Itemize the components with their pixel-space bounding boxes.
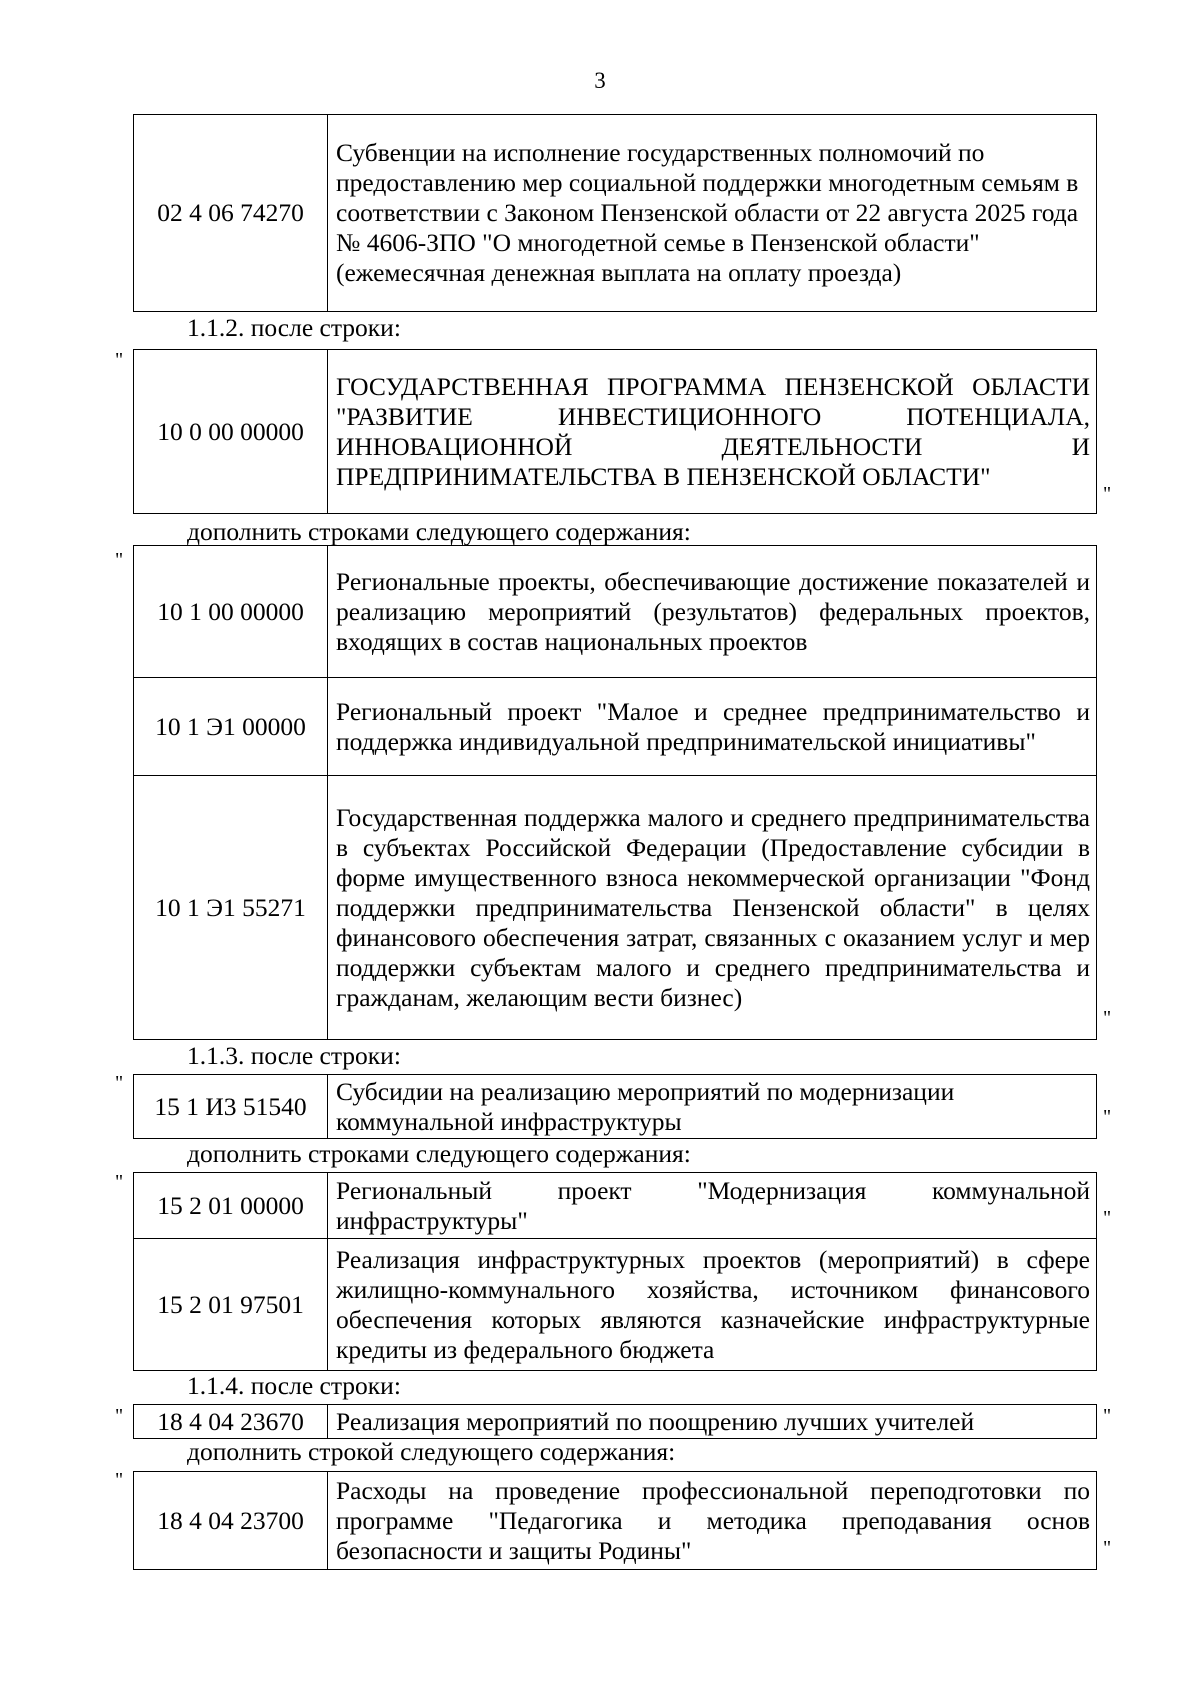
- instruction-line: дополнить строками следующего содержания:: [187, 1139, 691, 1168]
- table-row: [134, 678, 1097, 776]
- table-row: [134, 776, 1097, 1040]
- code-description: Субсидии на реализацию мероприятий по модернизации коммунальной инфраструктуры: [328, 1075, 1097, 1139]
- budget-code: 15 1 И3 51540: [134, 1075, 328, 1139]
- budget-code: 02 4 06 74270: [134, 115, 328, 312]
- instruction-line: дополнить строкой следующего содержания:: [187, 1437, 676, 1466]
- code-description: Региональный проект "Малое и среднее предпринимательство и поддержка индивидуальной предпринимательской инициативы": [328, 678, 1097, 776]
- instruction-line: 1.1.3. после строки:: [187, 1041, 401, 1070]
- closing-quote: ": [1103, 483, 1112, 505]
- table-row: [134, 1173, 1097, 1239]
- codes-table: [133, 1074, 1097, 1139]
- opening-quote: ": [115, 1469, 124, 1491]
- budget-code: 10 1 Э1 55271: [134, 776, 328, 1040]
- table-row: [134, 546, 1097, 678]
- table-row: [134, 350, 1097, 514]
- budget-code: 15 2 01 00000: [134, 1173, 328, 1239]
- code-description: Региональный проект "Модернизация коммунальной инфраструктуры": [328, 1173, 1097, 1239]
- budget-code: 18 4 04 23700: [134, 1472, 328, 1570]
- code-description: Реализация мероприятий по поощрению лучших учителей: [328, 1405, 1097, 1439]
- code-description: Региональные проекты, обеспечивающие достижение показателей и реализацию мероприятий (результатов) федеральных проектов, входящих в состав национальных проектов: [328, 546, 1097, 678]
- opening-quote: ": [115, 349, 124, 371]
- codes-table: [133, 114, 1097, 312]
- opening-quote: ": [115, 1405, 124, 1427]
- table-row: [134, 115, 1097, 312]
- instruction-line: 1.1.2. после строки:: [187, 313, 401, 342]
- opening-quote: ": [115, 549, 124, 571]
- closing-quote: ": [1103, 1207, 1112, 1229]
- budget-code: 10 1 Э1 00000: [134, 678, 328, 776]
- closing-quote: ": [1103, 1405, 1112, 1427]
- closing-quote: ": [1103, 1106, 1112, 1128]
- closing-quote: ": [1103, 1537, 1112, 1559]
- budget-code: 15 2 01 97501: [134, 1239, 328, 1371]
- table-row: [134, 1405, 1097, 1439]
- codes-table: [133, 1471, 1097, 1570]
- codes-table: [133, 349, 1097, 514]
- closing-quote: ": [1103, 1007, 1112, 1029]
- instruction-line: дополнить строками следующего содержания:: [187, 517, 691, 546]
- instruction-line: 1.1.4. после строки:: [187, 1371, 401, 1400]
- codes-table: [133, 1172, 1097, 1371]
- codes-table: [133, 1404, 1097, 1439]
- table-row: [134, 1472, 1097, 1570]
- page-number: 3: [594, 68, 606, 93]
- budget-code: 10 0 00 00000: [134, 350, 328, 514]
- opening-quote: ": [115, 1171, 124, 1193]
- code-description: ГОСУДАРСТВЕННАЯ ПРОГРАММА ПЕНЗЕНСКОЙ ОБЛАСТИ "РАЗВИТИЕ ИНВЕСТИЦИОННОГО ПОТЕНЦИАЛА, ИННОВАЦИОННОЙ ДЕЯТЕЛЬНОСТИ И ПРЕДПРИНИМАТЕЛЬСТВА В ПЕНЗЕНСКОЙ ОБЛАСТИ": [328, 350, 1097, 514]
- codes-table: [133, 545, 1097, 1040]
- code-description: Реализация инфраструктурных проектов (мероприятий) в сфере жилищно-коммунального хозяйства, источником финансового обеспечения которых являются казначейские инфраструктурные кредиты из федерального бюджета: [328, 1239, 1097, 1371]
- table-row: [134, 1075, 1097, 1139]
- budget-code: 18 4 04 23670: [134, 1405, 328, 1439]
- budget-code: 10 1 00 00000: [134, 546, 328, 678]
- code-description: Расходы на проведение профессиональной переподготовки по программе "Педагогика и методика преподавания основ безопасности и защиты Родины": [328, 1472, 1097, 1570]
- table-row: [134, 1239, 1097, 1371]
- code-description: Субвенции на исполнение государственных полномочий по предоставлению мер социальной поддержки многодетным семьям в соответствии с Законом Пензенской области от 22 августа 2025 года № 4606-ЗПО "О многодетной семье в Пензенской области" (ежемесячная денежная выплата на оплату проезда): [328, 115, 1097, 312]
- code-description: Государственная поддержка малого и среднего предпринимательства в субъектах Российской Федерации (Предоставление субсидии в форме имущественного взноса некоммерческой организации "Фонд поддержки предпринимательства Пензенской области" в целях финансового обеспечения затрат, связанных с оказанием услуг и мер поддержки субъектам малого и среднего предпринимательства и гражданам, желающим вести бизнес): [328, 776, 1097, 1040]
- opening-quote: ": [115, 1072, 124, 1094]
